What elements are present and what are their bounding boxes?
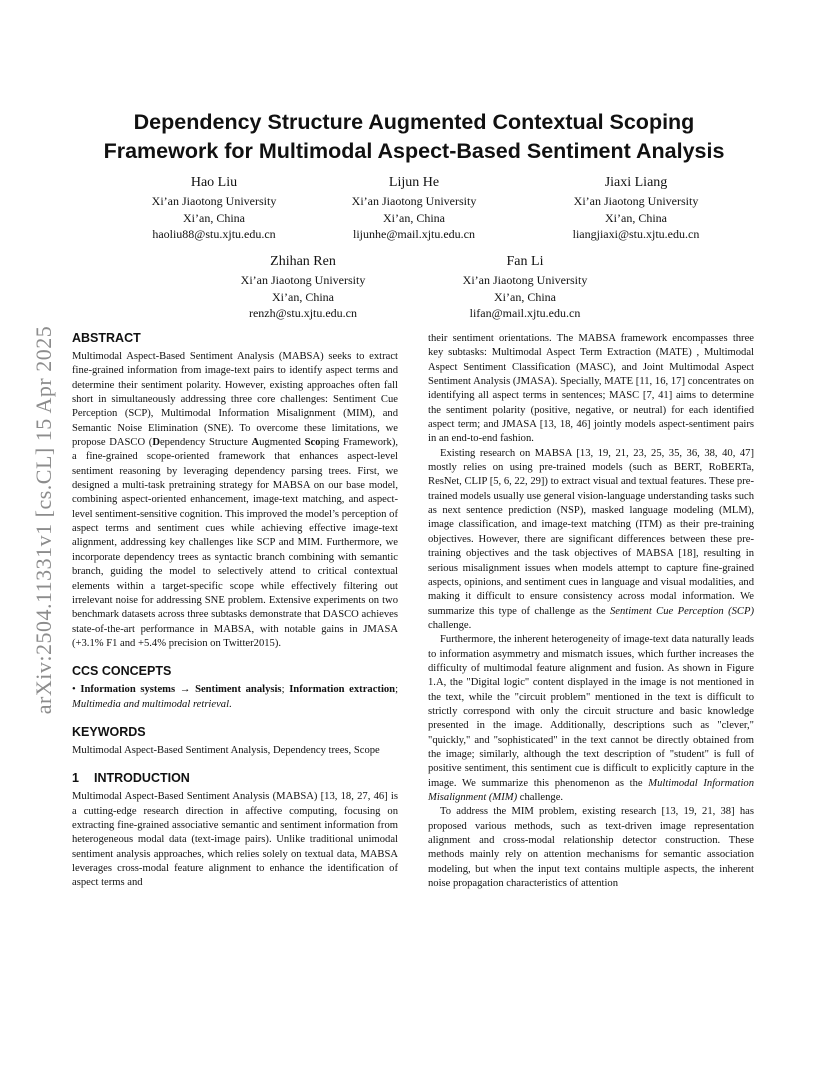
left-column <box>72 330 398 891</box>
introduction-paragraph-4: To address the MIM problem, existing research [13, 19, 21, 38] has proposed various methods, such as text-driven image representation alignment and cross-modal relationship detector construction. These methods mainly rely on attention mechanisms for semantic association modeling, but when the input text contains multiple aspects, the inherent noise propagation characteristics of attention <box>428 806 754 890</box>
author-email: liangjiaxi@stu.xjtu.edu.cn <box>572 227 700 241</box>
abstract-text: Multimodal Aspect-Based Sentiment Analysis (MABSA) seeks to extract fine-grained information from image-text pairs to identify aspect terms and determine their sentiment polarity. However, existing approaches often fall short in simultaneously addressing three core challenges: Sentiment Cue Perception (SCP), Multimodal Information Misalignment (MIM), and Semantic Noise Elimination (SNE). To overcome these limitations, we propose DASCO (Dependency Structure Augmented Scoping Framework), a fine-grained scope-oriented framework that enhances aspect-level sentiment reasoning by leveraging dependency parsing trees. First, we designed a multi-task pretraining strategy for MABSA on our base model, combining aspect-oriented enhancement, image-text matching, and aspect-level sentiment-sensitive cognition. This improved the model’s perception of aspect terms and sentiment cues while achieving effective image-text alignment, addressing key challenges like SCP and MIM. Furthermore, we incorporate dependency trees as syntactic branch combining with semantic branch, guiding the model to selectively attend to critical contextual elements within a target-specific scope while effectively filtering out irrelevant noise for addressing SNE problem. Extensive experiments on two benchmark datasets across three subtasks demonstrate that DASCO achieves state-of-the-art performance in MABSA, with notable gains in JMASA (+3.1% F1 and +5.4% precision on Twitter2015). <box>72 351 398 649</box>
keywords-text: Multimodal Aspect-Based Sentiment Analysis, Dependency trees, Scope <box>72 744 380 756</box>
introduction-paragraph-2: Existing research on MABSA [13, 19, 21, 23, 25, 35, 36, 38, 40, 47] mostly relies on using pre-trained models (such as BERT, RoBERTa, ResNet, CLIP [5, 6, 22, 29]) to extract visual and textual features. These pre-trained models usually use general vision-language understanding tasks such as next sentence prediction (NSP), masked language modeling (MLM), image classification, and image-text matching (ITM) as their pre-training objectives. However, there are significant differences between these pre-training objectives and the task objectives of MABSA [18], resulting in serious misalignment issues when models attempt to capture fine-grained aspects, opinions, and sentiment cues in language and visual modalities, and making it difficult to ensure consistency across modal information. We summarize this type of challenge as the Sentiment Cue Perception (SCP) challenge. <box>428 447 754 631</box>
introduction-paragraph-1-continued: their sentiment orientations. The MABSA framework encompasses three key subtasks: Multimodal Aspect Term Extraction (MATE) , Multimodal Aspect Sentiment Classification (MASC), and Joint Multimodal Aspect Sentiment Analysis (JMASA). Specially, MATE [11, 16, 17] concentrates on identifying all aspect terms in sentences; MASC [7, 41] aims to determine the sentiment polarity (positive, negative, or neutral) for each identified aspect term; and JMASA [13, 18, 46] jointly models aspect-sentiment pairs in an end-to-end fashion. <box>428 333 754 445</box>
author-location: Xi’an, China <box>183 210 245 225</box>
ccs-heading: CCS CONCEPTS <box>72 664 172 679</box>
author-location: Xi’an, China <box>383 210 445 225</box>
author-affiliation: Xi’an Jiaotong University <box>573 194 699 208</box>
paper-title <box>60 108 768 166</box>
ccs-concepts-text: • Information systems → Sentiment analysis; Information extraction; Multimedia and multimodal retrieval. <box>72 684 399 710</box>
author-name: Hao Liu <box>190 175 238 190</box>
author-affiliation: Xi’an Jiaotong University <box>151 194 277 208</box>
author-block-5 <box>400 252 650 322</box>
author-email: lijunhe@mail.xjtu.edu.cn <box>352 227 476 241</box>
author-block-2 <box>289 173 539 243</box>
keywords-heading: KEYWORDS <box>72 724 146 739</box>
author-name: Fan Li <box>506 254 544 269</box>
author-affiliation: Xi’an Jiaotong University <box>240 273 366 287</box>
arxiv-identifier-text: arXiv:2504.11331v1 [cs.CL] 15 Apr 2025 <box>31 325 56 715</box>
introduction-heading: 1 INTRODUCTION <box>72 771 190 786</box>
author-location: Xi’an, China <box>272 289 334 304</box>
abstract-heading: ABSTRACT <box>72 331 141 345</box>
author-name: Zhihan Ren <box>270 254 336 269</box>
author-email: renzh@stu.xjtu.edu.cn <box>248 306 358 320</box>
author-email: lifan@mail.xjtu.edu.cn <box>469 306 581 320</box>
author-affiliation: Xi’an Jiaotong University <box>351 194 477 208</box>
author-block-4 <box>178 252 428 322</box>
author-name: Jiaxi Liang <box>604 175 668 190</box>
title-line-1: Dependency Structure Augmented Contextual Scoping <box>133 110 695 134</box>
author-block-3 <box>511 173 761 243</box>
author-name: Lijun He <box>388 175 440 190</box>
author-email: haoliu88@stu.xjtu.edu.cn <box>152 227 276 241</box>
author-location: Xi’an, China <box>494 289 556 304</box>
title-line-2: Framework for Multimodal Aspect-Based Sentiment Analysis <box>103 139 725 163</box>
introduction-paragraph-1: Multimodal Aspect-Based Sentiment Analysis (MABSA) [13, 18, 27, 46] is a cutting-edge research direction in affective computing, focusing on extracting fine-grained associative semantic and sentiment information from heterogeneous modal data (text-image pairs). Unlike traditional unimodal sentiment analysis approaches, which relies solely on textual data, MABSA leverages cross-modal feature alignment to enhance the identification of aspect terms and <box>72 791 398 889</box>
author-affiliation: Xi’an Jiaotong University <box>462 273 588 287</box>
right-column <box>428 332 754 891</box>
author-location: Xi’an, China <box>605 210 667 225</box>
introduction-paragraph-3: Furthermore, the inherent heterogeneity of image-text data naturally leads to information asymmetry and mismatch issues, which further increases the difficulty of multimodal feature alignment and fusion. As shown in Figure 1.A, the "Digital logic" content displayed in the image is not mentioned in the text, while the "circuit problem" mentioned in the text is difficult to strictly correspond with only the circuit structure and basic knowledge presented in the image. Additionally, descriptions such as "clever," "quickly," and "sophisticated" in the text cannot be directly obtained from the image; similarly, although the text description of "student" is full of positive sentiment, this sentiment cue is difficult to explicitly capture in the image. We summarize this phenomenon as the Multimodal Information Misalignment (MIM) challenge. <box>428 634 755 803</box>
